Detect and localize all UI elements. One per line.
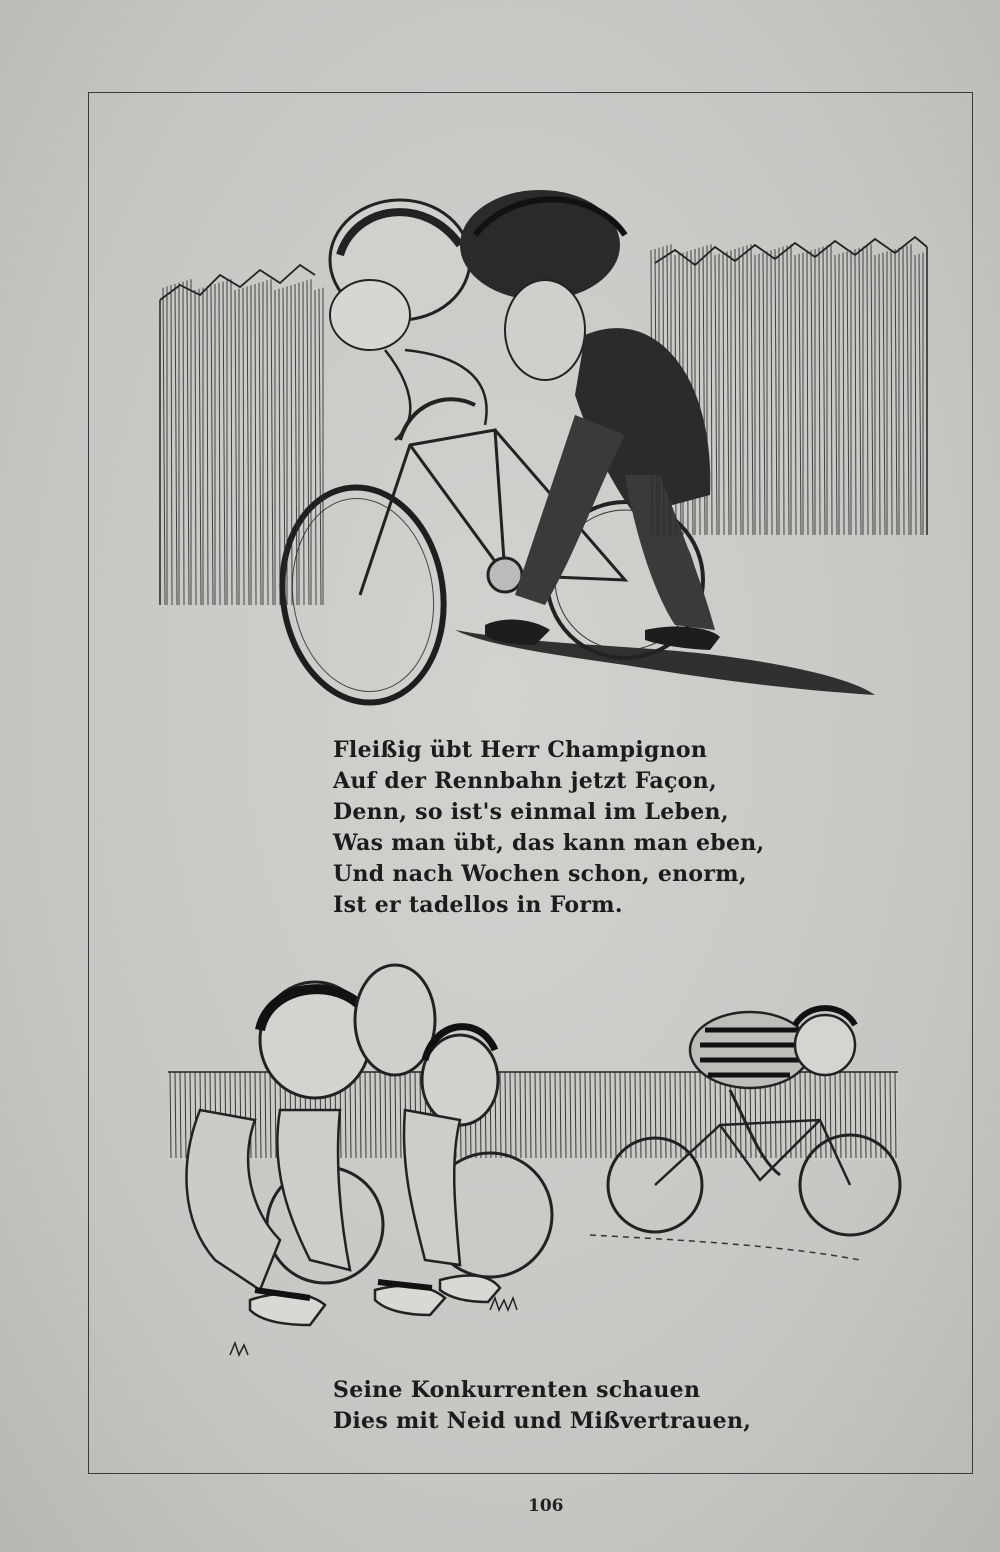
verse-line: Auf der Rennbahn jetzt Façon, [333,768,717,794]
bottom-illustration [160,960,920,1365]
verse-stanza-2 [333,1375,751,1437]
verse-line: Denn, so ist's einmal im Leben, [333,799,729,825]
verse-line: Dies mit Neid und Mißvertrauen, [333,1408,752,1434]
verse-stanza-1 [333,735,765,921]
verse-line: Seine Konkurrenten schauen [333,1377,701,1403]
verse-line: Was man übt, das kann man eben, [333,830,765,856]
verse-line: Fleißig übt Herr Champignon [333,737,708,763]
rivals-watching-cyclist-icon [160,960,920,1365]
page-number: 106 [528,1496,564,1516]
verse-line: Ist er tadellos in Form. [333,892,623,918]
top-illustration [155,175,935,720]
verse-line: Und nach Wochen schon, enorm, [333,861,747,887]
two-boys-on-bicycle-by-fence-icon [155,175,935,720]
